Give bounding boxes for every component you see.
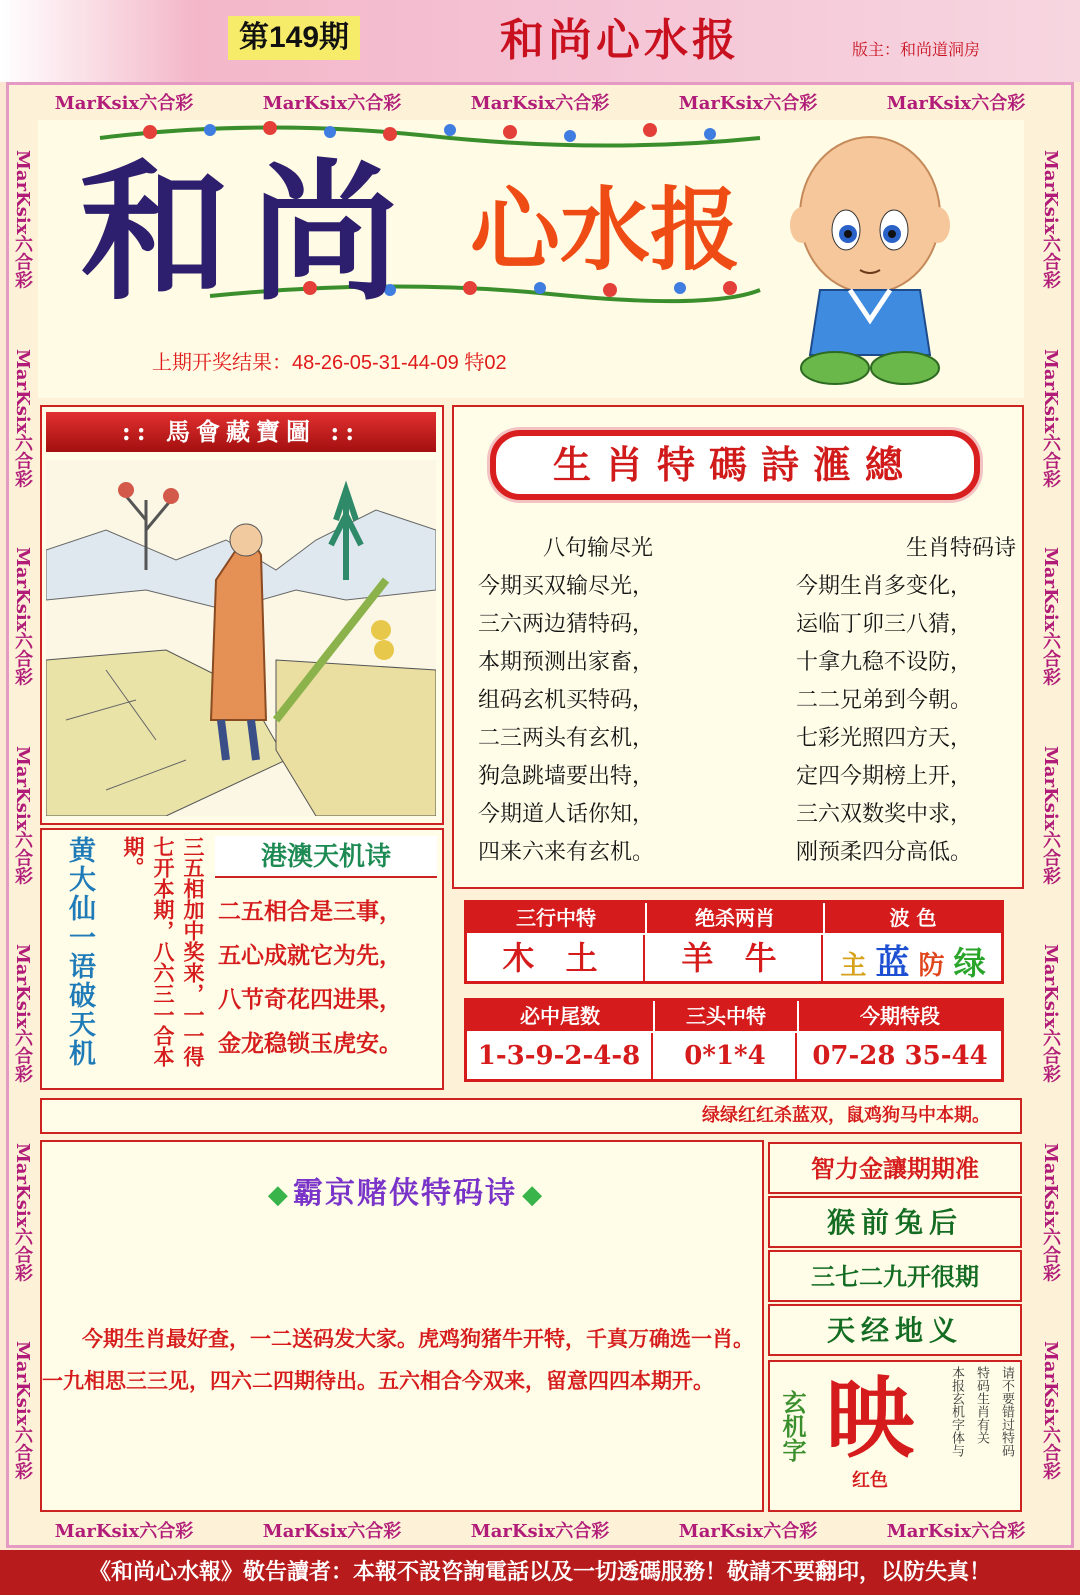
watermark-text: MarKsix六合彩 — [12, 1142, 33, 1282]
last-result: 上期开奖结果：48-26-05-31-44-09 特02 — [152, 352, 507, 374]
watermark-bottom-row — [20, 1516, 1060, 1544]
watermark-text: MarKsix六合彩 — [678, 1521, 818, 1542]
table-cell: 1-3-9-2-4-8 — [467, 1033, 653, 1079]
table-header: 三行中特 — [467, 903, 645, 933]
saying-box: 智力金讓期期准 — [768, 1142, 1022, 1194]
watermark-text: MarKsix六合彩 — [1040, 1142, 1061, 1282]
poem-line: 本期预测出家畜， — [478, 650, 655, 675]
watermark-text: MarKsix六合彩 — [886, 1521, 1026, 1542]
poem-line: 今期道人话你知， — [478, 802, 655, 827]
table-cell: 0*1*4 — [655, 1033, 797, 1079]
poem-line: 十拿九稳不设防， — [796, 650, 973, 675]
watermark-top-row — [20, 88, 1060, 116]
watermark-text: MarKsix六合彩 — [12, 745, 33, 885]
poem-line: 四来六来有玄机。 — [478, 840, 655, 865]
table-header: 三头中特 — [655, 1001, 797, 1031]
prediction-table-2 — [464, 998, 1004, 1082]
watermark-text: MarKsix六合彩 — [1040, 547, 1061, 686]
treasure-map-image — [46, 460, 436, 816]
table-header: 必中尾数 — [467, 1001, 653, 1031]
gang-ao-poem — [218, 890, 436, 1080]
watermark-text: MarKsix六合彩 — [470, 1521, 610, 1542]
poem-line: 二三两头有玄机， — [478, 726, 655, 751]
diamond-icon: ◆ — [522, 1180, 543, 1210]
footer-notice: 《和尚心水報》敬告讀者：本報不設咨詢電話以及一切透碼服務！敬請不要翻印，以防失真！ — [0, 1550, 1080, 1595]
poem-line: 七彩光照四方天， — [796, 726, 973, 751]
wave-blue: 蓝 — [875, 943, 910, 983]
wave-green: 绿 — [953, 944, 986, 982]
poem-line: 三六两边猜特码， — [478, 612, 655, 637]
masthead-subtitle: 心水报 — [470, 177, 740, 283]
table-header: 今期特段 — [799, 1001, 1001, 1031]
watermark-text: MarKsix六合彩 — [886, 93, 1026, 114]
masthead-title: 和尚 — [80, 145, 421, 321]
poem-summary-title: 生肖特碼詩滙總 — [490, 430, 980, 500]
gang-ao-title: 港澳天机诗 — [215, 836, 437, 878]
watermark-text: MarKsix六合彩 — [12, 1341, 33, 1480]
table-cell: 木 土 — [467, 935, 645, 981]
poem-line: 金龙稳锁玉虎安。 — [218, 1030, 402, 1057]
watermark-right-col — [1036, 120, 1064, 1510]
watermark-text: MarKsix六合彩 — [678, 93, 818, 114]
huang-da-xian-text: 三五相加中奖来，一一得七开本期，八六三一合本期。 — [121, 836, 206, 1067]
watermark-text: MarKsix六合彩 — [1040, 348, 1061, 488]
saying-box: 三七二九开很期 — [768, 1250, 1022, 1302]
watermark-text: MarKsix六合彩 — [1040, 1341, 1061, 1480]
poem-right-column — [796, 530, 1016, 880]
top-title: 和尚心水报 — [500, 15, 740, 66]
bottom-poem-text: 今期生肖最好查，一二送码发大家。虎鸡狗猪牛开特，千真万确选一肖。一九相思三三见，四六二四期待出。五六相合今双来，留意四四本期开。 — [42, 1326, 754, 1393]
monk-mascot-image — [790, 130, 950, 388]
watermark-text: MarKsix六合彩 — [1040, 944, 1061, 1083]
poem-left-column — [478, 530, 718, 880]
bottom-poem-title-text: 霸京赌侠特码诗 — [293, 1176, 517, 1211]
watermark-text: MarKsix六合彩 — [1040, 745, 1061, 885]
note-line: 特码生肖有关 — [974, 1366, 989, 1444]
note-line: 请不要错过特码 — [999, 1366, 1014, 1457]
xuanji-label: 玄机字 — [778, 1390, 807, 1462]
bottom-poem-title — [215, 1168, 595, 1212]
xuanji-character: 映 — [825, 1366, 914, 1470]
watermark-text: MarKsix六合彩 — [12, 944, 33, 1083]
treasure-map-title: :: 馬會藏寶圖 :: — [46, 412, 436, 452]
table-cell: 羊 牛 — [647, 935, 823, 981]
watermark-text: MarKsix六合彩 — [54, 1521, 194, 1542]
poem-line: 刚预柔四分高低。 — [796, 840, 973, 865]
table-cell: 07-28 35-44 — [799, 1033, 1001, 1079]
watermark-text: MarKsix六合彩 — [1040, 150, 1061, 289]
poem-line: 三六双数奖中求， — [796, 802, 973, 827]
poem-line: 今期生肖多变化， — [796, 574, 973, 599]
watermark-text: MarKsix六合彩 — [12, 547, 33, 686]
poem-right-title: 生肖特码诗 — [905, 536, 1016, 561]
poem-line: 五心成就它为先， — [218, 942, 402, 969]
watermark-left-col — [8, 120, 36, 1510]
xuanji-notes — [940, 1366, 1016, 1506]
table-header: 绝杀两肖 — [647, 903, 823, 933]
banner-line: 绿绿红红杀蓝双，鼠鸡狗马中本期。 — [40, 1098, 1022, 1134]
watermark-text: MarKsix六合彩 — [54, 93, 194, 114]
poem-left-title: 八句输尽光 — [542, 536, 653, 561]
watermark-text: MarKsix六合彩 — [12, 150, 33, 289]
diamond-icon: ◆ — [267, 1180, 288, 1210]
poem-line: 组码玄机买特码， — [478, 688, 655, 713]
editor-label: 版主：和尚道洞房 — [852, 42, 981, 59]
wave-main: 主 — [840, 951, 867, 981]
poem-line: 八节奇花四进果， — [218, 986, 402, 1013]
prediction-table-1 — [464, 900, 1004, 984]
poem-line: 二二兄弟到今朝。 — [796, 688, 973, 713]
poem-line: 二五相合是三事， — [218, 898, 402, 925]
table-header: 波 色 — [825, 903, 1001, 933]
huang-da-xian-title: 黄大仙一语破天机 — [64, 836, 95, 1068]
wave-color-cell — [825, 935, 1001, 981]
poem-line: 狗急跳墙要出特， — [478, 764, 655, 789]
watermark-text: MarKsix六合彩 — [12, 348, 33, 488]
watermark-text: MarKsix六合彩 — [262, 93, 402, 114]
poem-line: 运临丁卯三八猜， — [796, 612, 973, 637]
xuanji-note: 红色 — [852, 1470, 888, 1491]
saying-box: 天经地义 — [768, 1304, 1022, 1356]
note-line: 本报玄机字体与 — [949, 1366, 964, 1457]
issue-number: 第149期 — [228, 16, 360, 60]
wave-guard: 防 — [918, 951, 945, 981]
watermark-text: MarKsix六合彩 — [470, 93, 610, 114]
poem-line: 今期买双输尽光， — [478, 574, 655, 599]
saying-box: 猴前兔后 — [768, 1196, 1022, 1248]
watermark-text: MarKsix六合彩 — [262, 1521, 402, 1542]
poem-line: 定四今期榜上开， — [796, 764, 973, 789]
